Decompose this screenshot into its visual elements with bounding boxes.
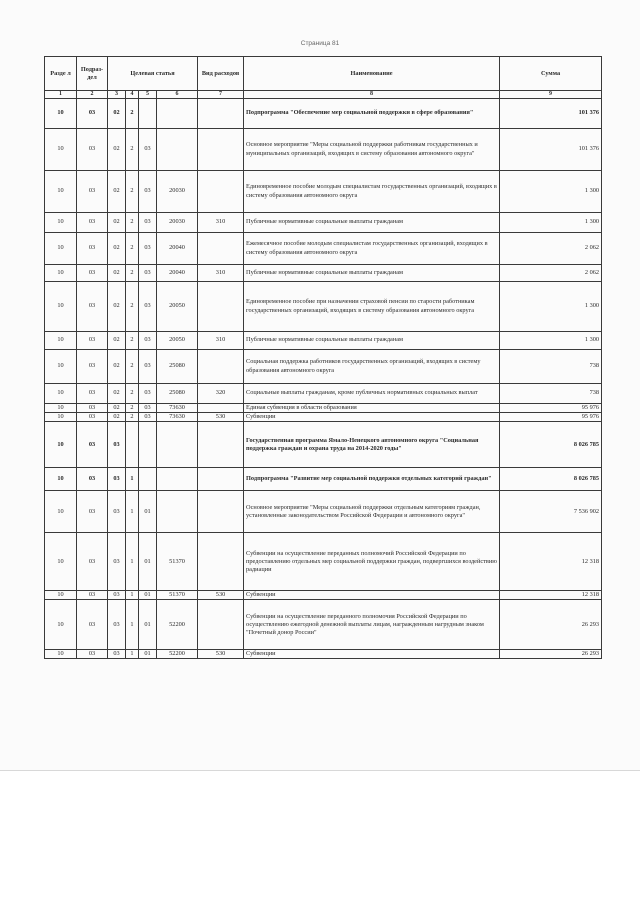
cell-amount: 738	[500, 350, 602, 384]
cell-name: Единая субвенция в области образования	[244, 404, 500, 413]
table-row	[45, 99, 602, 129]
cell-subprogram	[126, 422, 139, 468]
cell-name: Подпрограмма "Развитие мер социальной поддержки отдельных категорий граждан"	[244, 468, 500, 491]
cell-amount: 8 026 785	[500, 422, 602, 468]
cell-expense-type	[198, 233, 244, 265]
table-row	[45, 533, 602, 591]
cell-expense-type: 310	[198, 332, 244, 350]
cell-expense-type	[198, 99, 244, 129]
cell-program: 03	[108, 591, 126, 600]
cell-name: Единовременное пособие молодым специалистам государственных организаций, входящих в систему образования автономного округа	[244, 171, 500, 213]
cell-subprogram: 2	[126, 332, 139, 350]
cell-amount: 7 536 902	[500, 491, 602, 533]
cell-expense-type: 530	[198, 650, 244, 659]
cell-section: 10	[45, 650, 77, 659]
cell-expense-type	[198, 533, 244, 591]
cell-expense-type	[198, 491, 244, 533]
cell-subprogram: 2	[126, 404, 139, 413]
cell-subprogram: 2	[126, 233, 139, 265]
cell-subsection: 03	[77, 491, 108, 533]
cell-amount: 1 300	[500, 282, 602, 332]
cell-activity: 03	[139, 233, 157, 265]
cell-amount: 12 318	[500, 591, 602, 600]
cell-program: 03	[108, 533, 126, 591]
cell-section: 10	[45, 384, 77, 404]
header-target-article: Целевая статья	[108, 57, 198, 91]
cell-direction: 20050	[157, 332, 198, 350]
cell-expense-type: 310	[198, 265, 244, 282]
cell-program: 02	[108, 129, 126, 171]
cell-program: 02	[108, 384, 126, 404]
table-row	[45, 422, 602, 468]
cell-expense-type	[198, 129, 244, 171]
cell-amount: 1 300	[500, 332, 602, 350]
cell-subsection: 03	[77, 591, 108, 600]
cell-activity: 03	[139, 265, 157, 282]
cell-direction: 20030	[157, 171, 198, 213]
cell-section: 10	[45, 282, 77, 332]
cell-direction	[157, 99, 198, 129]
table-body	[45, 91, 602, 659]
cell-program: 03	[108, 468, 126, 491]
cell-subsection: 03	[77, 404, 108, 413]
table-row	[45, 213, 602, 233]
cell-name: Социальная поддержка работников государственных организаций, входящих в систему образования автономного округа	[244, 350, 500, 384]
cell-amount: 8 026 785	[500, 468, 602, 491]
table-row	[45, 404, 602, 413]
cell-direction: 51370	[157, 591, 198, 600]
table-row	[45, 265, 602, 282]
cell-activity	[139, 422, 157, 468]
cell-subsection: 03	[77, 384, 108, 404]
cell-subprogram: 2	[126, 384, 139, 404]
cell-activity: 03	[139, 129, 157, 171]
cell-subprogram: 2	[126, 129, 139, 171]
cell-activity: 01	[139, 650, 157, 659]
cell-program: 02	[108, 213, 126, 233]
cell-program: 03	[108, 491, 126, 533]
column-number: 7	[198, 91, 244, 99]
cell-direction	[157, 491, 198, 533]
column-number: 9	[500, 91, 602, 99]
cell-activity: 03	[139, 332, 157, 350]
cell-subprogram: 1	[126, 600, 139, 650]
cell-activity: 03	[139, 282, 157, 332]
cell-subprogram: 1	[126, 533, 139, 591]
cell-subprogram: 2	[126, 413, 139, 422]
cell-amount: 95 976	[500, 404, 602, 413]
table-row	[45, 129, 602, 171]
cell-amount: 2 062	[500, 265, 602, 282]
cell-name: Публичные нормативные социальные выплаты гражданам	[244, 213, 500, 233]
cell-name: Ежемесячное пособие молодым специалистам государственных организаций, входящих в систему образования автономного округа	[244, 233, 500, 265]
table-row	[45, 332, 602, 350]
cell-name: Единовременное пособие при назначении страховой пенсии по старости работникам государственных организаций, входящих в систему образования автономного округа	[244, 282, 500, 332]
cell-amount: 101 376	[500, 129, 602, 171]
cell-direction: 20040	[157, 233, 198, 265]
cell-subprogram: 2	[126, 282, 139, 332]
cell-section: 10	[45, 533, 77, 591]
cell-direction: 25080	[157, 350, 198, 384]
cell-name: Основное мероприятие "Меры социальной поддержки отдельным категориям граждан, установленные законодательством Российской Федерации и автономного округа"	[244, 491, 500, 533]
cell-expense-type	[198, 350, 244, 384]
cell-program: 03	[108, 600, 126, 650]
cell-expense-type	[198, 600, 244, 650]
cell-subsection: 03	[77, 282, 108, 332]
cell-section: 10	[45, 350, 77, 384]
cell-program: 02	[108, 233, 126, 265]
cell-amount: 738	[500, 384, 602, 404]
cell-expense-type: 530	[198, 413, 244, 422]
cell-activity: 03	[139, 213, 157, 233]
cell-direction: 20050	[157, 282, 198, 332]
cell-program: 02	[108, 404, 126, 413]
cell-program: 02	[108, 332, 126, 350]
cell-program: 02	[108, 413, 126, 422]
cell-program: 02	[108, 171, 126, 213]
table-row	[45, 468, 602, 491]
cell-amount: 2 062	[500, 233, 602, 265]
cell-activity: 03	[139, 350, 157, 384]
cell-amount: 95 976	[500, 413, 602, 422]
cell-section: 10	[45, 171, 77, 213]
cell-subprogram: 1	[126, 591, 139, 600]
cell-activity: 01	[139, 600, 157, 650]
cell-direction	[157, 468, 198, 491]
table-row	[45, 591, 602, 600]
cell-section: 10	[45, 213, 77, 233]
cell-subsection: 03	[77, 650, 108, 659]
cell-subsection: 03	[77, 468, 108, 491]
cell-name: Субвенции на осуществление переданного полномочия Российской Федерации по осуществлению ежегодной денежной выплаты лицам, награжденным нагрудным знаком "Почетный донор России"	[244, 600, 500, 650]
budget-table	[44, 56, 602, 659]
cell-section: 10	[45, 422, 77, 468]
cell-name: Субвенции	[244, 650, 500, 659]
cell-activity: 01	[139, 491, 157, 533]
cell-amount: 1 300	[500, 171, 602, 213]
cell-direction: 20040	[157, 265, 198, 282]
cell-subprogram: 1	[126, 650, 139, 659]
column-number: 3	[108, 91, 126, 99]
cell-activity: 01	[139, 591, 157, 600]
cell-section: 10	[45, 265, 77, 282]
cell-expense-type: 310	[198, 213, 244, 233]
cell-section: 10	[45, 332, 77, 350]
cell-direction: 52200	[157, 650, 198, 659]
cell-subsection: 03	[77, 213, 108, 233]
cell-program: 03	[108, 650, 126, 659]
cell-program: 02	[108, 265, 126, 282]
cell-name: Подпрограмма "Обеспечение мер социальной поддержки в сфере образования"	[244, 99, 500, 129]
cell-section: 10	[45, 600, 77, 650]
cell-direction: 51370	[157, 533, 198, 591]
column-number: 6	[157, 91, 198, 99]
header-section: Разде л	[45, 57, 77, 91]
cell-expense-type: 320	[198, 384, 244, 404]
header-amount: Сумма	[500, 57, 602, 91]
cell-expense-type	[198, 404, 244, 413]
header-expense-type: Вид расходов	[198, 57, 244, 91]
cell-direction: 73630	[157, 404, 198, 413]
cell-direction	[157, 129, 198, 171]
cell-expense-type	[198, 282, 244, 332]
cell-subsection: 03	[77, 422, 108, 468]
table-row	[45, 171, 602, 213]
cell-name: Субвенции	[244, 591, 500, 600]
table-row	[45, 233, 602, 265]
cell-subsection: 03	[77, 413, 108, 422]
column-number: 1	[45, 91, 77, 99]
cell-activity: 03	[139, 404, 157, 413]
cell-name: Субвенции на осуществление переданных полномочий Российской Федерации по предоставлению отдельных мер социальной поддержки граждан, подвергшихся воздействию радиации	[244, 533, 500, 591]
cell-subsection: 03	[77, 332, 108, 350]
cell-name: Основное мероприятие "Меры социальной поддержки работникам государственных и муниципальных организаций, входящих в систему образования автономного округа"	[244, 129, 500, 171]
table-row	[45, 413, 602, 422]
cell-section: 10	[45, 491, 77, 533]
cell-subprogram: 2	[126, 265, 139, 282]
cell-direction	[157, 422, 198, 468]
table-row	[45, 491, 602, 533]
table-header-row	[45, 57, 602, 91]
cell-program: 03	[108, 422, 126, 468]
cell-subprogram: 1	[126, 491, 139, 533]
cell-subprogram: 2	[126, 213, 139, 233]
cell-activity	[139, 99, 157, 129]
cell-program: 02	[108, 99, 126, 129]
table-row	[45, 282, 602, 332]
cell-direction: 52200	[157, 600, 198, 650]
cell-amount: 1 300	[500, 213, 602, 233]
cell-section: 10	[45, 413, 77, 422]
cell-section: 10	[45, 129, 77, 171]
cell-expense-type	[198, 422, 244, 468]
column-number: 5	[139, 91, 157, 99]
cell-section: 10	[45, 591, 77, 600]
cell-amount: 12 318	[500, 533, 602, 591]
cell-subprogram: 2	[126, 171, 139, 213]
cell-subprogram: 1	[126, 468, 139, 491]
cell-activity: 03	[139, 171, 157, 213]
cell-name: Государственная программа Ямало-Ненецкого автономного округа "Социальная поддержка граждан и охрана труда на 2014-2020 годы"	[244, 422, 500, 468]
cell-subsection: 03	[77, 600, 108, 650]
cell-section: 10	[45, 404, 77, 413]
cell-section: 10	[45, 233, 77, 265]
cell-name: Субвенции	[244, 413, 500, 422]
cell-subprogram: 2	[126, 99, 139, 129]
cell-subsection: 03	[77, 350, 108, 384]
table-row	[45, 650, 602, 659]
cell-name: Публичные нормативные социальные выплаты гражданам	[244, 265, 500, 282]
cell-subsection: 03	[77, 99, 108, 129]
cell-activity: 01	[139, 533, 157, 591]
cell-subsection: 03	[77, 265, 108, 282]
cell-direction: 25080	[157, 384, 198, 404]
cell-subsection: 03	[77, 533, 108, 591]
cell-program: 02	[108, 350, 126, 384]
cell-direction: 73630	[157, 413, 198, 422]
cell-name: Публичные нормативные социальные выплаты гражданам	[244, 332, 500, 350]
page-number: Страница 81	[300, 40, 340, 47]
cell-activity	[139, 468, 157, 491]
table-row	[45, 384, 602, 404]
cell-expense-type: 530	[198, 591, 244, 600]
cell-amount: 26 293	[500, 650, 602, 659]
cell-subsection: 03	[77, 233, 108, 265]
cell-expense-type	[198, 468, 244, 491]
cell-program: 02	[108, 282, 126, 332]
cell-section: 10	[45, 468, 77, 491]
cell-name: Социальные выплаты гражданам, кроме публичных нормативных социальных выплат	[244, 384, 500, 404]
cell-expense-type	[198, 171, 244, 213]
cell-subsection: 03	[77, 129, 108, 171]
header-subsection: Подраз- дел	[77, 57, 108, 91]
cell-activity: 03	[139, 384, 157, 404]
cell-section: 10	[45, 99, 77, 129]
cell-amount: 101 376	[500, 99, 602, 129]
table-row	[45, 600, 602, 650]
cell-activity: 03	[139, 413, 157, 422]
table-row	[45, 350, 602, 384]
cell-subsection: 03	[77, 171, 108, 213]
column-number: 4	[126, 91, 139, 99]
cell-subprogram: 2	[126, 350, 139, 384]
column-number: 8	[244, 91, 500, 99]
header-name: Наименование	[244, 57, 500, 91]
column-number: 2	[77, 91, 108, 99]
cell-direction: 20030	[157, 213, 198, 233]
cell-amount: 26 293	[500, 600, 602, 650]
column-number-row	[45, 91, 602, 99]
